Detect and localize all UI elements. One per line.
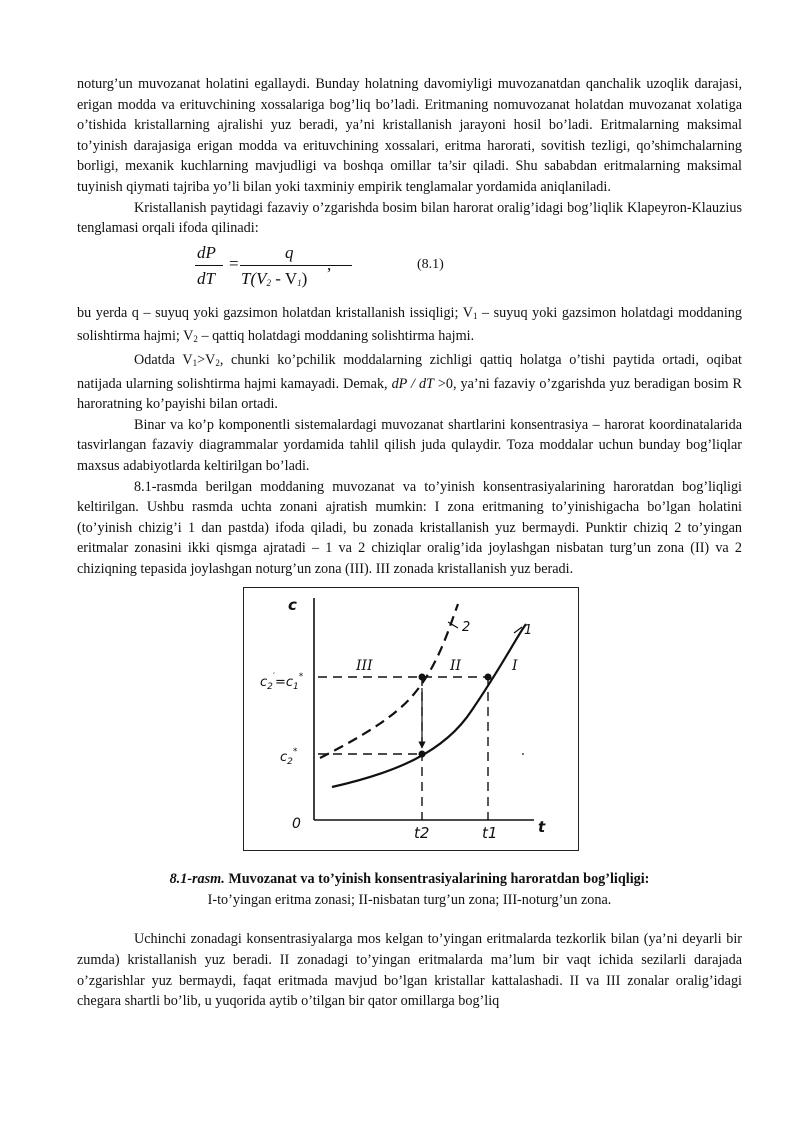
curve-2-label: 2 [462, 620, 471, 636]
inline-derivative: dP / dT [391, 375, 434, 392]
equation-8-1 [77, 241, 742, 301]
tick-c2-star: $c_2^*$ [280, 747, 298, 768]
zone-I-label: I [512, 658, 518, 675]
tick-c2-prime-c1-star: $c_2'=c_1^*$ [260, 672, 304, 693]
paragraph-6: 8.1-rasmda berilgan moddaning muvozanat va to’yinish konsentrasiyalarining haroratdan bog’liqligi keltirilgan. Ushbu rasmda uchta zonani ajratish mumkin: I zona eritmaning to’yinishigacha bo’lgan holatini (to’yinish chizig’i 1 dan pastda) ifoda qiladi, bu zonada kristallanish yuz bermaydi. Punktir chiziq 2 to’yingan eritmalar zonasini ikki qismga ajratadi – 1 va 2 chiziqlar oralig’ida joylashgan nisbatan turg’un zona (II) va 2 chiziqning tepasida joylashgan noturg’un zona (III). III zonada kristallanish yuz beradi. [77, 478, 742, 577]
page-body [77, 74, 742, 1012]
paragraph-2: Kristallanish paytidagi fazaviy o’zgarishda bosim bilan harorat oralig’idagi bog’liqlik Klapeyron-Klauzius tenglamasi orqali ifoda qilinadi: [77, 199, 742, 237]
paragraph-5: Binar va ko’p komponentli sistemalardagi muvozanat shartlarini konsentrasiya – harorat koordinatalarida tasvirlangan fazaviy diagrammalar yordamida tahlil qilish juda qulaydir. Toza moddalar uchun bunday bog’liqlar maxsus adabiyotlarda keltirilgan bo’ladi. [77, 416, 742, 474]
eq-lhs-numerator: dP [197, 242, 216, 262]
tick-t2: t2 [414, 824, 430, 843]
paragraph-1: noturg’un muvozanat holatini egallaydi. Bunday holatning davomiyligi muvozanatdan qanchalik uzoqlik darajasi, erigan modda va erituvchining xossalariga bog’liq bo’ladi. Eritmaning nomuvozanat holatdan muvozanat xolatiga o’tishida kristallarning ajralishi yuz beradi, ya’ni kristallanish jarayoni hosil bo’ladi. Eritmalarning maksimal to’yinish darajasiga erigan modda va erituvchining xossalari, eritma harorati, sovitish tezligi, qo’shimchalarning borligi, mexanik kuchlarning mavjudligi va boshqa omillar ta’sir qiladi. Shu sababdan eritmalarning maksimal tuyinish qiymati tajriba yo’li bilan yoki taxminiy empirik tenglamalar yordamida aniqlaniladi. [77, 76, 742, 195]
eq-equals: = [229, 253, 239, 273]
curve-2-supersaturation [320, 604, 458, 758]
eq-lhs-fraction-bar [195, 265, 223, 266]
eq-comma: , [327, 254, 332, 274]
speck [522, 754, 524, 756]
eq-lhs-denominator: dT [197, 268, 215, 288]
point-intersection-c2-t2 [419, 751, 426, 758]
eq-rhs-denominator: $T(V_2 - V_1)$ [241, 268, 308, 288]
point-intersection-c1-t2 [419, 674, 426, 681]
curve-1-label: 1 [524, 623, 533, 639]
eq-rhs-fraction-bar [240, 265, 352, 266]
y-axis-label: c [288, 596, 297, 615]
x-axis-label: t [538, 818, 546, 837]
caption-number: 8.1-rasm. [169, 871, 225, 888]
figure-caption [77, 869, 742, 911]
caption-title: Muvozanat va to’yinish konsentrasiyalarining haroratdan bog’liqligi: [224, 871, 650, 888]
zone-II-label: II [450, 658, 462, 675]
phase-diagram [244, 588, 578, 850]
caption-legend: I-to’yingan eritma zonasi; II-nisbatan turg’un zona; III-noturg’un zona. [207, 892, 612, 909]
paragraph-3: bu yerda q – suyuq yoki gazsimon holatdan kristallanish issiqligi; $V_1$ – suyuq yoki gazsimon holatdagi moddaning solishtirma hajmi; $V_2$ – qattiq holatdagi moddaning solishtirma hajmi. [77, 304, 742, 345]
figure-8-1 [243, 587, 579, 851]
eq-rhs-numerator: q [285, 242, 294, 262]
point-intersection-c1-t1 [485, 674, 492, 681]
origin-label: 0 [292, 816, 301, 833]
paragraph-4: Odatda $V_1>V_2$, chunki ko’pchilik moddalarning zichligi qattiq holatga o’tishi paytida ortadi, oqibat natijada ularning solishtirma hajmi kamayadi. Demak, dP / dT >0, ya’ni fazaviy o’zgarishda yuz beradigan bosim R haroratning ko’payishi bilan ortadi. [77, 351, 742, 413]
zone-III-label: III [356, 658, 373, 675]
tick-t1: t1 [482, 824, 498, 843]
paragraph-7: Uchinchi zonadagi konsentrasiyalarga mos kelgan to’yingan eritmalarda tezkorlik bilan (ya’ni deyarli bir zumda) kristallanish yuz beradi. II zonadagi to’yingan eritmalarda ma’lum bir vaqt ichida sezilarli darajada o’zgarishlar yuz bermaydi, faqat eritmada mavjud bo’lgan kristallar kattalashadi. II va III zonalar oralig’idagi chegara shartli bo’lib, u yuqorida aytib o’tilgan bir qator omillarga bog’liq [77, 931, 742, 1010]
curve-1-saturation [332, 624, 526, 787]
equation-number: (8.1) [417, 256, 444, 272]
